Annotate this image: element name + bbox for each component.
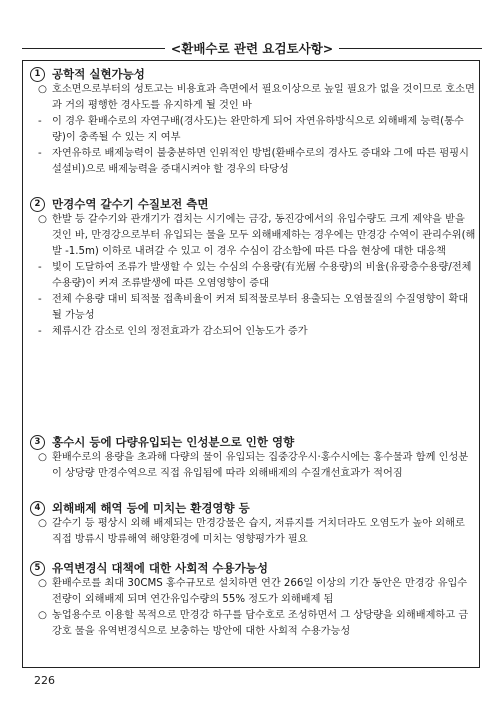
- list-item: [38, 516, 476, 548]
- item-text: 환배수로의 용량을 초과해 다량의 물이 유입되는 집중강우시·홍수시에는 홍수물과 함께 인성분이 상당량 만경수역으로 직접 유입됨에 따라 외해배제의 수질개선효과가 적어짐: [52, 452, 469, 479]
- list-item: [38, 212, 476, 260]
- title-rule-left: [22, 48, 165, 49]
- list-item: [38, 576, 476, 608]
- bullet: ○: [38, 610, 47, 621]
- bullet: ○: [38, 452, 47, 463]
- list-item: [38, 82, 476, 114]
- section-title: 만경수역 갈수기 수질보전 측면: [52, 197, 209, 211]
- list-item: [38, 608, 476, 640]
- section-heading: [30, 66, 476, 82]
- bullet: ○: [38, 84, 47, 95]
- section-number-circle: 4: [30, 501, 45, 516]
- bullet: -: [38, 262, 42, 273]
- page-number: 226: [34, 674, 55, 687]
- bullet: -: [38, 326, 42, 337]
- section-title: 외해배제 해역 등에 미치는 환경영향 등: [52, 501, 250, 515]
- list-item: [38, 114, 476, 146]
- item-text: 자연유하로 배제능력이 불충분하면 인위적인 방법(환배수로의 경사도 증대와 그에 따른 펌핑시설설비)으로 배제능력을 증대시켜야 할 경우의 타당성: [52, 148, 469, 175]
- section-heading: [30, 560, 476, 576]
- section-title: 유역변경식 대책에 대한 사회적 수용가능성: [52, 561, 268, 575]
- section-number-circle: 1: [30, 67, 45, 82]
- item-text: 전체 수용량 대비 퇴적물 접촉비율이 커져 퇴적물로부터 용출되는 오염물질의 수질영향이 확대될 가능성: [52, 294, 469, 321]
- section-1: [30, 66, 476, 178]
- bullet: ○: [38, 578, 47, 589]
- item-text: 한발 등 갈수기와 관개기가 겹치는 시기에는 금강, 동진강에서의 유입수량도 크게 제약을 받을 것인 바, 만경강으로부터 유입되는 물을 모두 외해배제하는 경우에는 만경강 수역이 관리수위(해발 -1.5m) 이하로 내려갈 수 있고 이 경우 수심이 감소함에 따른 다음 현상에 대한 대응책: [52, 214, 476, 257]
- item-text: 빛이 도달하여 조류가 발생할 수 있는 수심의 수용량(有光層 수용량)의 비율(유광층수용량/전체수용량)이 커져 조류발생에 따른 오염영향이 증대: [52, 262, 472, 289]
- title-row: [22, 38, 482, 58]
- list-item: [38, 324, 476, 340]
- item-text: 환배수로를 최대 30CMS 홍수규모로 설치하면 연간 266일 이상의 기간 동안은 만경강 유입수 전량이 외해배제 되며 연간유입수량의 55% 정도가 외해배제 됨: [52, 578, 468, 605]
- item-text: 농업용수로 이용할 목적으로 만경강 하구를 담수호로 조성하면서 그 상당량을 외해배제하고 금강호 물을 유역변경식으로 보충하는 방안에 대한 사회적 수용가능성: [52, 610, 469, 637]
- item-text: 호소면으로부터의 성토고는 비용효과 측면에서 필요이상으로 높일 필요가 없을 것이므로 호소면과 거의 평행한 경사도를 유지하게 될 것인 바: [52, 84, 475, 111]
- section-title: 공학적 실현가능성: [52, 67, 145, 81]
- list-item: [38, 146, 476, 178]
- page-title: <환배수로 관련 요검토사항>: [170, 41, 334, 56]
- list-item: [38, 260, 476, 292]
- bullet: -: [38, 294, 42, 305]
- section-number-circle: 5: [30, 561, 45, 576]
- section-title: 홍수시 등에 다량유입되는 인성분으로 인한 영향: [52, 435, 295, 449]
- bullet: -: [38, 148, 42, 159]
- list-item: [38, 450, 476, 482]
- item-text: 이 경우 환배수로의 자연구배(경사도)는 완만하게 되어 자연유하방식으로 외해배제 능력(통수량)이 충족될 수 있는 지 여부: [52, 116, 464, 143]
- section-number-circle: 3: [30, 435, 45, 450]
- bullet: ○: [38, 518, 47, 529]
- title-rule-right: [339, 48, 482, 49]
- section-heading: [30, 196, 476, 212]
- item-text: 체류시간 감소로 인의 정전효과가 감소되어 인농도가 증가: [52, 326, 308, 337]
- bullet: ○: [38, 214, 47, 225]
- section-number-circle: 2: [30, 197, 45, 212]
- section-2: [30, 196, 476, 340]
- bullet: -: [38, 116, 42, 127]
- section-4: [30, 500, 476, 548]
- section-5: [30, 560, 476, 640]
- section-heading: [30, 434, 476, 450]
- section-heading: [30, 500, 476, 516]
- section-3: [30, 434, 476, 482]
- item-text: 갈수기 등 평상시 외해 배제되는 만경강물은 습지, 저류지를 거치더라도 오염도가 높아 외해로 직접 방류시 방류해역 해양환경에 미치는 영향평가가 필요: [52, 518, 465, 545]
- list-item: [38, 292, 476, 324]
